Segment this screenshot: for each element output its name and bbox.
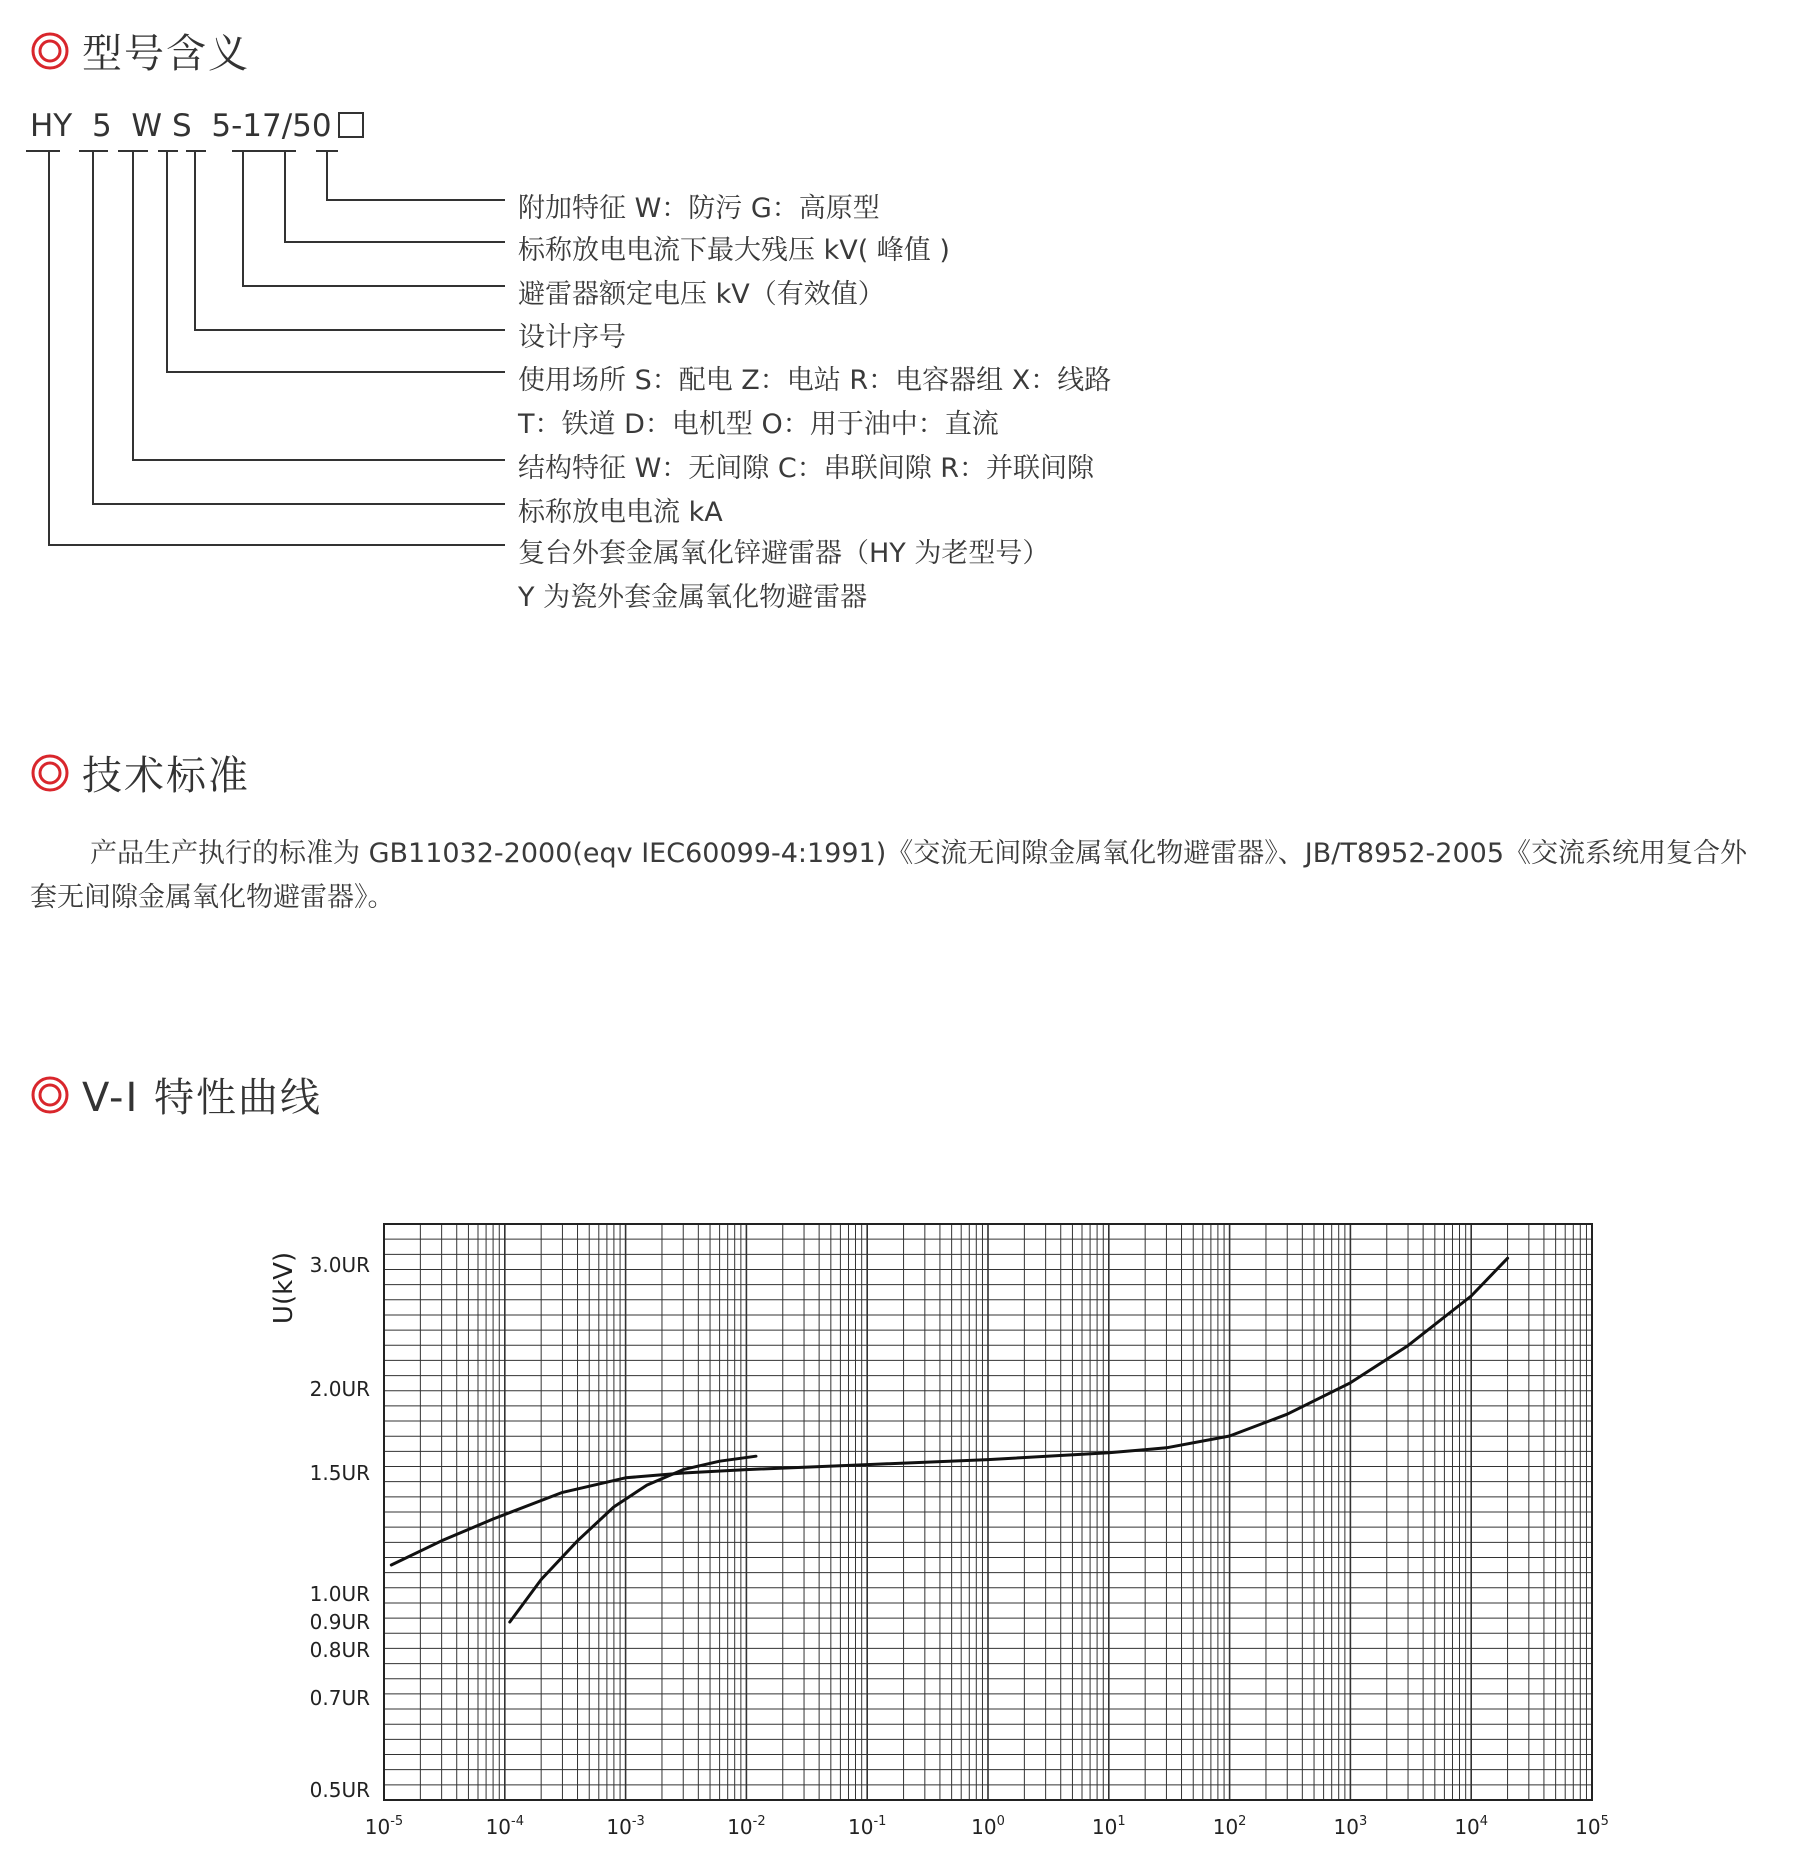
x-tick-label: $10^{-1}$ — [847, 1814, 887, 1839]
model-description: 附加特征 W：防污 G：高原型 — [518, 193, 880, 224]
y-tick-label: 0.9UR — [309, 1610, 370, 1634]
y-tick-label: 0.5UR — [309, 1778, 370, 1802]
y-tick-label: 3.0UR — [309, 1253, 370, 1277]
model-code-part: 5 — [91, 108, 112, 144]
model-code-part: W — [131, 108, 163, 144]
x-tick-label: $10^{-3}$ — [606, 1814, 645, 1839]
model-description: 避雷器额定电压 kV（有效值） — [518, 279, 885, 310]
x-tick-label: $10^5$ — [1575, 1814, 1609, 1839]
y-tick-label: 0.8UR — [309, 1638, 370, 1662]
model-code-part: HY — [30, 108, 73, 144]
y-tick-label: 2.0UR — [309, 1377, 370, 1401]
y-axis-label: U(kV) — [269, 1251, 299, 1325]
model-description: Y 为瓷外套金属氧化物避雷器 — [518, 582, 868, 613]
y-tick-label: 0.7UR — [309, 1686, 370, 1710]
x-tick-label: $10^1$ — [1091, 1814, 1126, 1839]
model-code-part: 17/50 — [242, 108, 332, 144]
model-code-part: S — [171, 108, 192, 144]
x-tick-label: $10^{-4}$ — [485, 1814, 525, 1839]
section-title-text: V-I 特性曲线 — [82, 1075, 322, 1121]
model-description: 设计序号 — [518, 322, 626, 353]
x-tick-label: $10^2$ — [1212, 1814, 1247, 1839]
section-title-text: 型号含义 — [82, 31, 250, 77]
x-tick-label: $10^3$ — [1333, 1814, 1368, 1839]
model-description: 标称放电电流 kA — [518, 497, 723, 528]
model-description: 使用场所 S：配电 Z：电站 R：电容器组 X：线路 — [518, 365, 1112, 396]
standard-paragraph: 产品生产执行的标准为 GB11032-2000(eqv IEC60099-4:1991)《交流无间隙金属氧化物避雷器》、JB/T8952-2005《交流系统用复合外套无间隙金属氧化物避雷器》。 — [30, 838, 1747, 913]
model-code-part: - — [231, 108, 243, 144]
model-code-part: 5 — [211, 108, 232, 144]
section-title-text: 技术标准 — [82, 753, 250, 799]
model-description: 标称放电电流下最大残压 kV( 峰值 ) — [518, 235, 950, 266]
x-tick-label: $10^{-2}$ — [727, 1814, 766, 1839]
x-tick-label: $10^{-5}$ — [364, 1814, 404, 1839]
y-tick-label: 1.5UR — [309, 1461, 370, 1485]
model-description: T：铁道 D：电机型 O：用于油中：直流 — [518, 409, 999, 440]
x-tick-label: $10^0$ — [971, 1814, 1005, 1839]
series-line-2 — [510, 1456, 756, 1622]
series-line-1 — [391, 1258, 1507, 1565]
model-description: 结构特征 W：无间隙 C：串联间隙 R：并联间隙 — [518, 453, 1095, 484]
y-tick-label: 1.0UR — [309, 1582, 370, 1606]
model-description: 复台外套金属氧化锌避雷器（HY 为老型号） — [518, 538, 1050, 569]
x-tick-label: $10^4$ — [1454, 1814, 1489, 1839]
